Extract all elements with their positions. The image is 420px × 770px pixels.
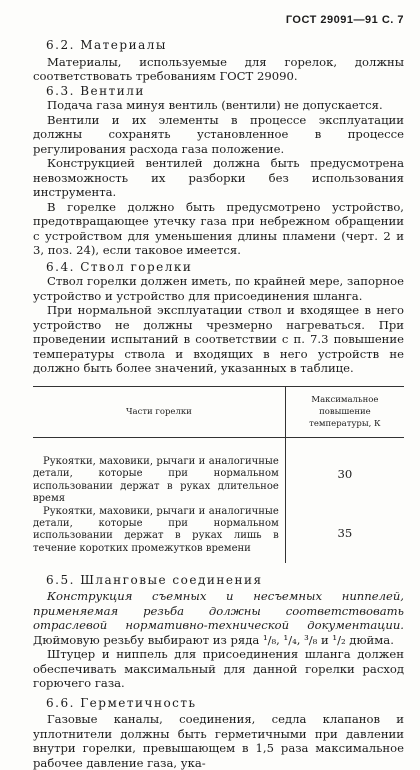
table-cell-value: 30 [337, 467, 353, 482]
table-row [33, 505, 404, 563]
paragraph: При нормальной эксплуатации ствол и входящее в него устройство не должны чрезмерно нагреваться. При проведении испытаний в соответствии с п. 7.3 повышение температуры ствола и входящих в него устройств не должно быть более значений, указанных в таблице. [33, 303, 404, 375]
table-cell-part: Рукоятки, маховики, рычаги и аналогичные детали, которые при нормальном использовании держат в руках лишь в течение коротких промежутков времени [33, 505, 285, 563]
section-heading-6-5: 6.5. Шланговые соединения [46, 572, 263, 587]
section-heading-6-4: 6.4. Ствол горелки [46, 259, 193, 274]
table-header-temperature: Максимальное повышение температуры, К [285, 386, 404, 438]
table-cell-part: Рукоятки, маховики, рычаги и аналогичные детали, которые при нормальном использовании держат в руках длительное время [33, 438, 285, 505]
document-body [33, 38, 404, 770]
section-heading-6-6: 6.6. Герметичность [46, 695, 197, 710]
paragraph: В горелке должно быть предусмотрено устройство, предотвращающее утечку газа при небрежном обращении с устройством для уменьшения длины пламени (черт. 2 и 3, поз. 24), если таковое имеется. [33, 199, 404, 257]
paragraph [33, 589, 404, 647]
page-header: ГОСТ 29091—91 С. 7 [285, 14, 404, 26]
section-heading-6-2: 6.2. Материалы [46, 38, 167, 52]
paragraph: Газовые каналы, соединения, седла клапанов и уплотнители должны быть герметичными при давлении внутри горелки, превышающем в 1,5 раза максимальное рабочее давление газа, ука- [33, 712, 404, 770]
table-header-part: Части горелки [33, 386, 285, 438]
table-row [33, 438, 404, 505]
paragraph: Ствол горелки должен иметь, по крайней мере, запорное устройство и устройство для присоединения шланга. [33, 274, 404, 303]
section-heading-6-3: 6.3. Вентили [46, 83, 145, 98]
table-cell-value: 35 [337, 525, 353, 540]
paragraph-text: Дюймовую резьбу выбирают из ряда ¹/₈, ¹/₄, ³/₈ и ¹/₂ дюйма. [33, 632, 394, 647]
paragraph: Штуцер и ниппель для присоединения шланга должен обеспечивать максимальный для данной горелки расход горючего газа. [33, 647, 404, 691]
temperature-table [33, 386, 404, 563]
paragraph: Вентили и их элементы в процессе эксплуатации должны сохранять установленное в процессе регулирования расхода газа положение. [33, 112, 404, 156]
paragraph: Материалы, используемые для горелок, должны соответствовать требованиям ГОСТ 29090. [33, 54, 404, 83]
paragraph: Конструкцией вентилей должна быть предусмотрена невозможность их разборки без использования инструмента. [33, 156, 404, 199]
paragraph: Подача газа минуя вентиль (вентили) не допускается. [47, 98, 383, 112]
italic-text: Конструкция съемных и несъемных ниппелей, применяемая резьба должны соответствовать отраслевой нормативно-технической документации. [33, 589, 404, 633]
